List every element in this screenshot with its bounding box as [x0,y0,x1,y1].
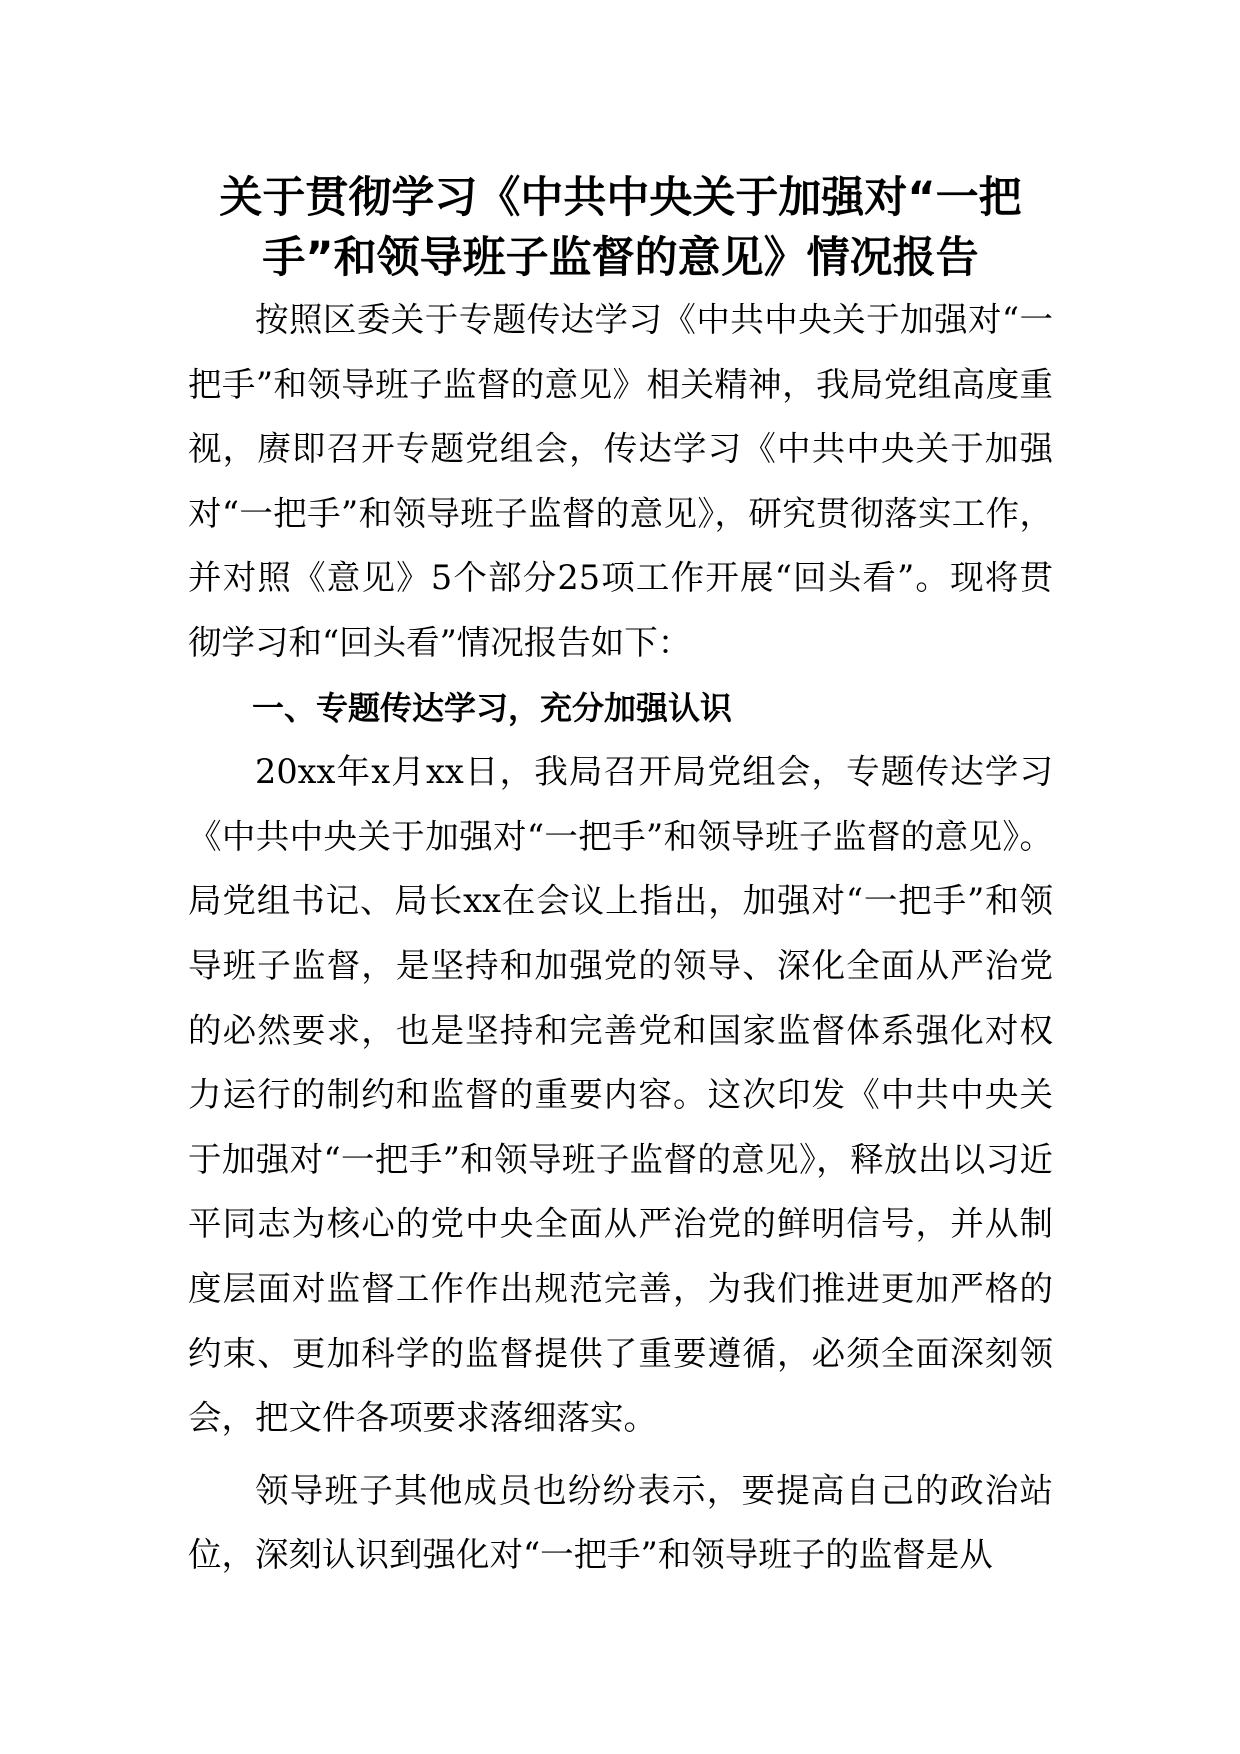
intro-paragraph: 按照区委关于专题传达学习《中共中央关于加强对“一把手”和领导班子监督的意见》相关精神，我局党组高度重视，赓即召开专题党组会，传达学习《中共中央关于加强对“一把手”和领导班子监督的意见》，研究贯彻落实工作，并对照《意见》5个部分25项工作开展“回头看”。现将贯彻学习和“回头看”情况报告如下： [188,300,1053,662]
section-heading: 一、专题传达学习，充分加强认识 [252,688,733,727]
document-body [188,168,1053,1588]
body-paragraph: 领导班子其他成员也纷纷表示，要提高自己的政治站位，深刻认识到强化对“一把手”和领导班子的监督是从 [188,1470,1053,1575]
document-title: 关于贯彻学习《中共中央关于加强对“一把手”和领导班子监督的意见》情况报告 [219,173,1022,283]
body-paragraph: 20xx年x月xx日，我局召开局党组会，专题传达学习《中共中央关于加强对“一把手”和领导班子监督的意见》。局党组书记、局长xx在会议上指出，加强对“一把手”和领导班子监督，是坚持和加强党的领导、深化全面从严治党的必然要求，也是坚持和完善党和国家监督体系强化对权力运行的制约和监督的重要内容。这次印发《中共中央关于加强对“一把手”和领导班子监督的意见》，释放出以习近平同志为核心的党中央全面从严治党的鲜明信号，并从制度层面对监督工作作出规范完善，为我们推进更加严格的约束、更加科学的监督提供了重要遵循，必须全面深刻领会，把文件各项要求落细落实。 [188,752,1053,1438]
paragraph-spacer [188,1451,1053,1459]
